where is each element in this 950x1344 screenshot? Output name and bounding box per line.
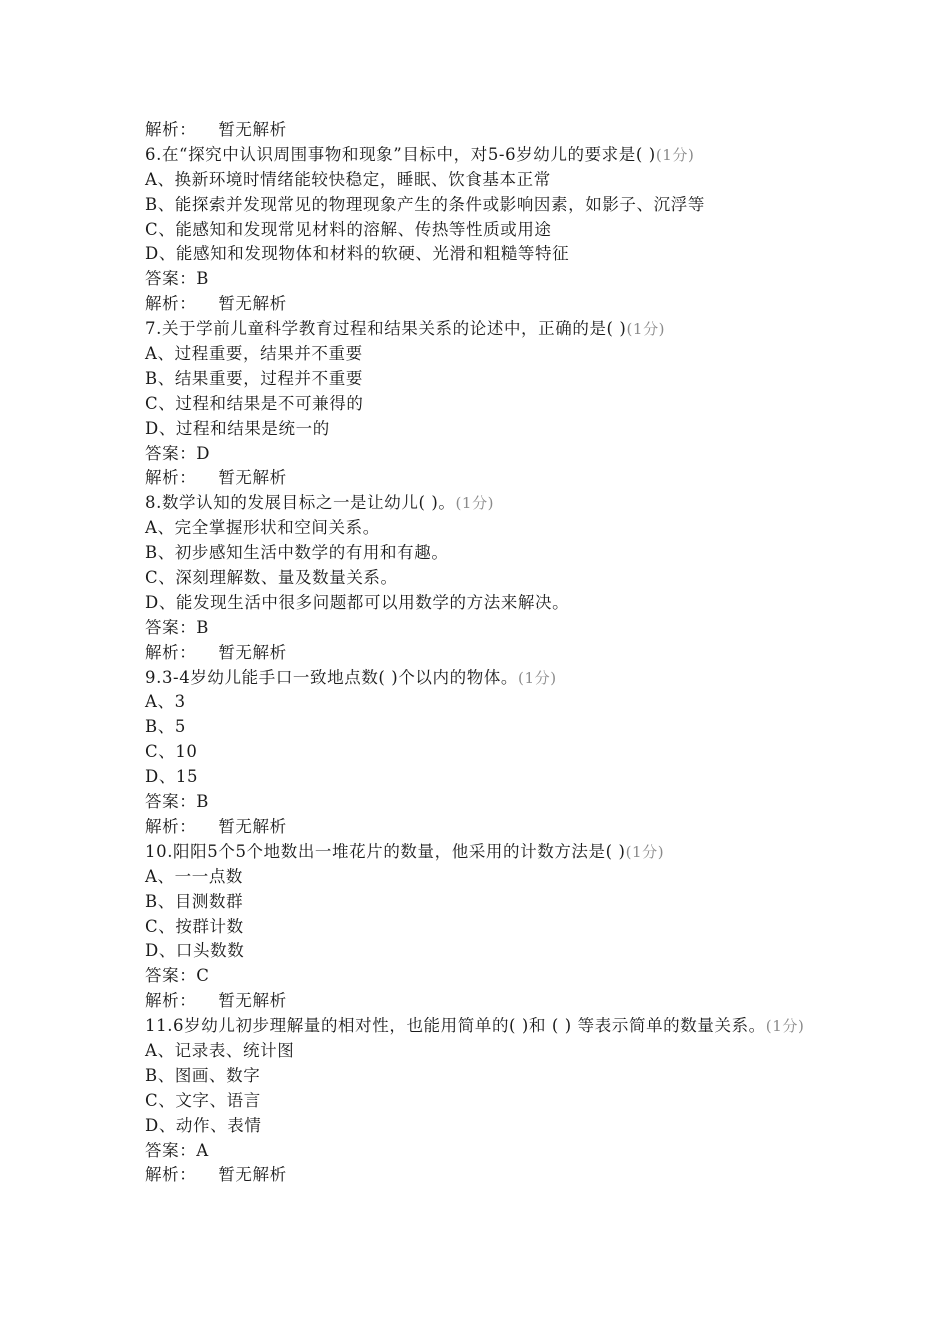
analysis-text: 暂无解析 — [218, 468, 287, 488]
option-a: A、完全掌握形状和空间关系。 — [145, 518, 380, 538]
option-b: B、结果重要，过程并不重要 — [145, 368, 363, 388]
answer-line: 答案：B — [145, 269, 210, 289]
analysis-label: 解析： — [145, 816, 197, 836]
option-b: B、目测数群 — [145, 891, 244, 911]
option-d: D、动作、表情 — [145, 1115, 262, 1135]
option-a: A、记录表、统计图 — [145, 1040, 295, 1060]
option-b: B、图画、数字 — [145, 1065, 261, 1085]
option-d: D、能感知和发现物体和材料的软硬、光滑和粗糙等特征 — [145, 244, 570, 264]
option-d: D、能发现生活中很多问题都可以用数学的方法来解决。 — [145, 592, 570, 612]
option-d: D、15 — [145, 767, 199, 787]
question-stem-text: 8.数学认知的发展目标之一是让幼儿( )。 — [145, 493, 456, 513]
option-a: A、换新环境时情绪能较快稳定，睡眠、饮食基本正常 — [145, 169, 551, 189]
option-a: A、3 — [145, 692, 186, 712]
option-c: C、文字、语言 — [145, 1090, 261, 1110]
option-b: B、能探索并发现常见的物理现象产生的条件或影响因素，如影子、沉浮等 — [145, 194, 705, 214]
option-b: B、5 — [145, 717, 186, 737]
question-block — [145, 666, 825, 840]
option-b: B、初步感知生活中数学的有用和有趣。 — [145, 543, 449, 563]
question-block — [145, 143, 825, 317]
analysis-line — [145, 1163, 825, 1188]
analysis-label: 解析： — [145, 1165, 197, 1185]
analysis-text: 暂无解析 — [218, 991, 287, 1011]
question-stem-text: 6.在“探究中认识周围事物和现象”目标中，对5-6岁幼儿的要求是( ) — [145, 144, 656, 164]
analysis-line — [145, 815, 825, 840]
question-score: (1分) — [518, 668, 557, 687]
question-score: (1分) — [765, 1017, 805, 1036]
question-stem — [145, 840, 825, 865]
answer-line: 答案：A — [145, 1140, 209, 1160]
question-stem-text: 9.3-4岁幼儿能手口一致地点数( )个以内的物体。 — [145, 667, 519, 687]
question-stem-text: 11.6岁幼儿初步理解量的相对性，也能用简单的( )和 ( ) 等表示简单的数量关系。 — [145, 1016, 766, 1036]
answer-line: 答案：B — [145, 792, 210, 812]
answer-line: 答案：B — [145, 617, 210, 637]
analysis-line — [145, 466, 825, 491]
analysis-line — [145, 292, 825, 317]
option-d: D、口头数数 — [145, 941, 245, 961]
option-c: C、10 — [145, 742, 198, 762]
question-stem-text: 10.阳阳5个5个地数出一堆花片的数量，他采用的计数方法是( ) — [145, 841, 626, 861]
question-block — [145, 491, 825, 665]
analysis-text: 暂无解析 — [218, 1165, 287, 1185]
option-a: A、一一点数 — [145, 866, 244, 886]
analysis-line — [145, 118, 825, 143]
document-page — [145, 118, 825, 1188]
option-c: C、深刻理解数、量及数量关系。 — [145, 568, 398, 588]
option-d: D、过程和结果是统一的 — [145, 418, 330, 438]
option-c: C、能感知和发现常见材料的溶解、传热等性质或用途 — [145, 219, 552, 239]
analysis-label: 解析： — [145, 991, 197, 1011]
question-block — [145, 840, 825, 1014]
option-c: C、过程和结果是不可兼得的 — [145, 393, 364, 413]
question-score: (1分) — [455, 494, 495, 513]
question-stem — [145, 666, 825, 691]
analysis-label: 解析： — [145, 294, 197, 314]
analysis-label: 解析： — [145, 468, 197, 488]
analysis-line — [145, 641, 825, 666]
question-block — [145, 1014, 825, 1188]
analysis-text: 暂无解析 — [218, 294, 287, 314]
option-a: A、过程重要，结果并不重要 — [145, 344, 363, 364]
analysis-text: 暂无解析 — [218, 120, 287, 139]
question-stem-text: 7.关于学前儿童科学教育过程和结果关系的论述中，正确的是( ) — [145, 319, 627, 339]
answer-line: 答案：C — [145, 966, 210, 986]
analysis-line — [145, 989, 825, 1014]
option-c: C、按群计数 — [145, 916, 244, 936]
analysis-label: 解析： — [145, 642, 197, 662]
question-score: (1分) — [655, 145, 695, 164]
answer-line: 答案：D — [145, 443, 211, 463]
analysis-text: 暂无解析 — [218, 816, 287, 836]
question-stem — [145, 491, 825, 516]
analysis-text: 暂无解析 — [218, 642, 287, 662]
question-score: (1分) — [626, 320, 666, 339]
question-block — [145, 317, 825, 491]
question-stem — [145, 143, 825, 168]
analysis-label: 解析： — [145, 120, 197, 139]
question-score: (1分) — [625, 842, 665, 861]
question-stem — [145, 1014, 805, 1039]
question-stem — [145, 317, 825, 342]
